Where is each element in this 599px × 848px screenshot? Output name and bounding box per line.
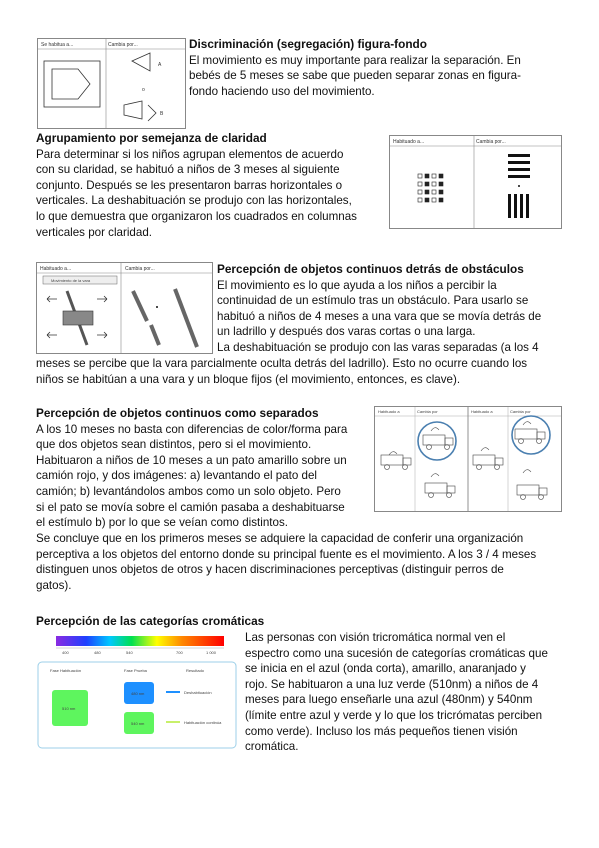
text-line: si el pato se movía sobre el camión pasaba a deshabituarse [36,500,345,514]
text-line: como verde). Incluso los más pequeños tienen visión [245,724,518,738]
fig1-option-o: o [142,87,145,93]
text-line: se inicia en el azul (onda corta), amarillo, anaranjado y [245,662,526,676]
result-continued-habituation: Habituación continúa [184,720,222,725]
spectrum-tick: 400 [62,650,69,655]
text-line: con su claridad, se habituó a niños de 3 meses al siguiente [36,163,340,177]
fig4-habituated-label-1: Habituado a [378,409,400,414]
spectrum-bar [56,636,224,646]
fig2-habituated-label: Habituado a... [393,139,425,145]
text-line: niños se habitúan a una vara y un bloque fijos (el movimiento, entonces, es clave). [36,372,461,386]
spectrum-tick: 540 [126,650,133,655]
fig3-change-label: Cambia por... [125,266,155,272]
color-categories-figure [36,632,240,750]
fig4-habituated-label-2: Habituado a [471,409,493,414]
result-dishabituation: Deshabituación [184,690,212,695]
section-occluded-objects [217,262,567,356]
text-line: camión; b) levantándolos ambos como un solo objeto. Pero [36,484,341,498]
heading-color-categories: Percepción de las categorías cromáticas [36,614,265,628]
test-wavelength-1: 480 nm [131,691,145,696]
text-line: El movimiento es muy importante para realizar la separación. En [189,53,521,67]
section-occluded-objects-continued [36,356,576,387]
duck-truck-figure [374,406,562,512]
text-line: Las personas con visión tricromática normal ven el [245,631,506,644]
figure-ground-figure [37,38,186,129]
fig4-change-label-1: Cambia por [417,409,438,414]
occluded-rod-figure [36,262,213,354]
text-line: meses se percibe que la vara parcialmente oculta detrás del ladrillo). Esto no ocurre cuando los [36,357,528,370]
brightness-grouping-figure [389,135,562,229]
spectrum-tick: 1 000 [206,650,217,655]
square-grid [418,174,443,202]
text-line: La deshabituación se produjo con las varas separadas (a los 4 [217,340,539,354]
text-line: espectro como una sucesión de categorías cromáticas que [245,646,548,660]
fig3-caption: Movimiento de la vara [51,278,91,283]
fig3-habituated-label: Habituado a... [40,266,72,272]
text-line: que dos objetos sean distintos, pero si el movimiento. [36,438,312,452]
text-line: meses para luego enseñarle una azul (480nm) y 540nm [245,693,533,707]
fig1-habituated-label: Se habitua a... [41,42,74,48]
fig1-option-b: B [160,111,164,117]
text-line: bebés de 5 meses se sabe que pueden separar zonas en figura- [189,69,521,83]
text-line: un ladrillo y después dos varas cortas o una larga. [217,325,476,339]
text-line: el estímulo b) por lo que se veían como distintos. [36,516,288,530]
text-line: verticales por claridad. [36,225,152,239]
section-color-categories-heading [36,614,336,630]
test-wavelength-2: 540 nm [131,721,145,726]
horizontal-bars [508,154,530,178]
text-line: distinguen unos objetos de otros y hacen discriminaciones perceptivas (distinguir perros de [36,563,504,577]
section-figure-ground [189,37,549,99]
section-separate-objects [36,406,376,531]
spectrum-tick: 480 [94,650,101,655]
vertical-bars [508,194,529,218]
heading-figure-ground: Discriminación (segregación) figura-fondo [189,37,427,51]
text-line: El movimiento es lo que ayuda a los niños a percibir la [217,278,497,292]
text-line: (límite entre azul y verde y lo que los tricrómatas perciben [245,708,543,722]
fig4-change-label-2: Cambia por [510,409,531,414]
text-line: cromática. [245,740,299,754]
col-test: Fase Prueba [124,668,147,673]
text-line: lo que demuestra que organizaron los cuadrados en columnas [36,209,357,223]
text-line: gatos). [36,578,72,592]
text-line: verticales. La deshabituación se produjo con las horizontales, [36,194,352,208]
heading-separate-objects: Percepción de objetos continuos como separados [36,406,319,420]
text-line: camión rojo, y dos imágenes: a) levantando el pato del [36,469,317,483]
habituation-wavelength: 510 nm [62,706,76,711]
highlight-circle-right [512,416,550,454]
fig1-option-a: A [158,62,162,68]
text-line: habituó a niños de 4 meses a una vara que se movía detrás de [217,309,542,323]
spectrum-tick: 700 [176,650,183,655]
fig1-change-label: Cambia por... [108,42,138,48]
col-result: Resultado [186,668,205,673]
text-line: conjunto. Después se les presentaron barras horizontales o [36,178,343,192]
section-separate-objects-continued [36,531,576,593]
text-line: fondo haciendo uso del movimiento. [189,84,375,98]
text-line: perceptiva a los objetos del entorno donde su principal fuente es el movimiento. A los 3 / 4 meses [36,547,537,561]
fig2-change-label: Cambia por... [476,139,506,145]
section-brightness-grouping [36,131,386,240]
text-line: Se concluye que en los primeros meses se adquiere la capacidad de conferir una organización [36,532,524,545]
text-line: A los 10 meses no basta con diferencias de color/forma para [36,422,348,436]
text-line: Habituaron a niños de 10 meses a un pato amarillo sobre un [36,453,347,467]
text-line: rojo. Se habituaron a una luz verde (510nm) a niños de 4 [245,677,539,691]
heading-occluded-objects: Percepción de objetos continuos detrás de obstáculos [217,262,524,276]
text-line: continuidad de un estímulo tras un obstáculo. Para usarlo se [217,294,529,308]
text-line: Para determinar si los niños agrupan elementos de acuerdo [36,147,344,161]
section-color-categories [245,630,575,755]
heading-brightness-grouping: Agrupamiento por semejanza de claridad [36,131,267,145]
highlight-circle-left [418,422,456,460]
col-habituation: Fase Habituación [50,668,82,673]
